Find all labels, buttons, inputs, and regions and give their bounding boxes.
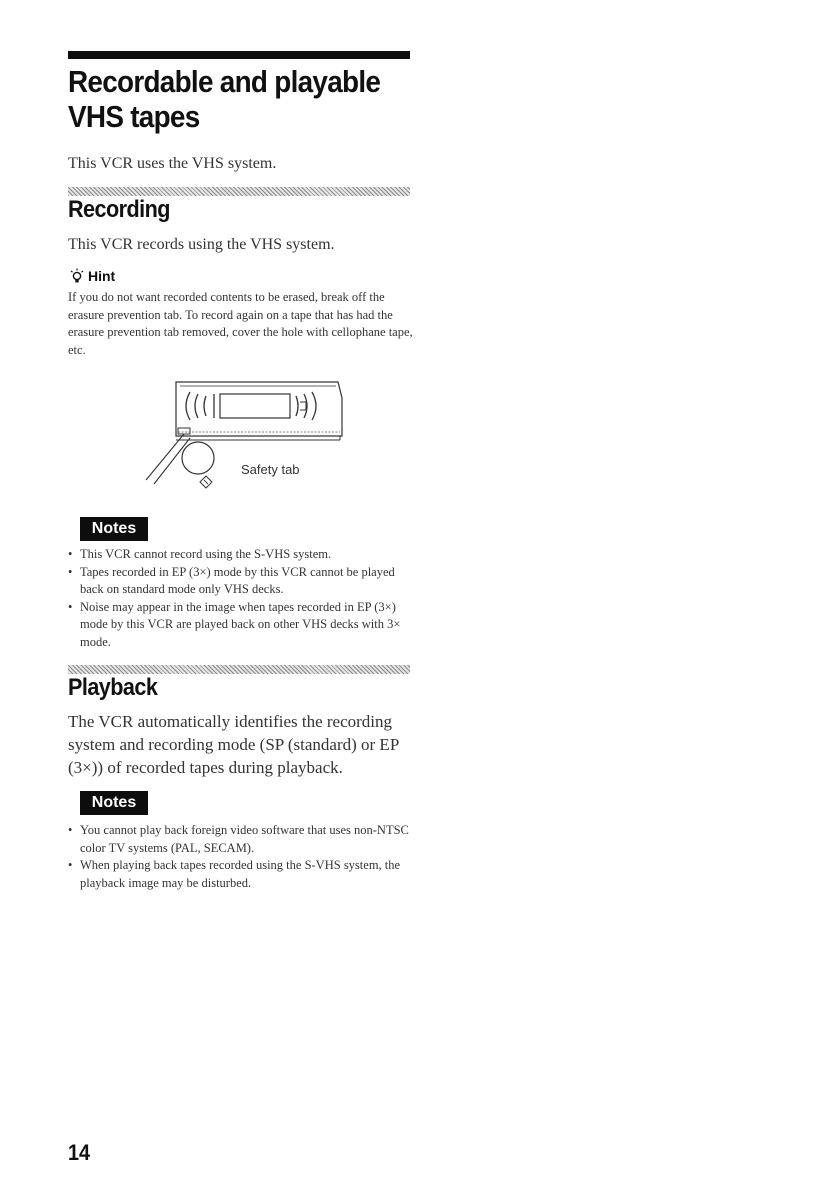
recording-notes-badge: Notes <box>80 517 148 541</box>
vhs-cassette-illustration <box>140 372 360 502</box>
hint-header <box>70 268 115 284</box>
page-title <box>68 64 380 134</box>
playback-heading: Playback <box>68 674 158 701</box>
list-item: • You cannot play back foreign video software that uses non-NTSC color TV systems (PAL, SECAM). <box>68 822 413 857</box>
hint-text: If you do not want recorded contents to be erased, break off the erasure prevention tab. To record again on a tape that has had the erasure prevention tab removed, cover the hole with cellophane tape, etc. <box>68 290 413 357</box>
recording-notes-list <box>68 546 413 651</box>
list-item: • When playing back tapes recorded using the S-VHS system, the playback image may be disturbed. <box>68 857 413 892</box>
list-item: • Tapes recorded in EP (3×) mode by this VCR cannot be played back on standard mode only VHS decks. <box>68 564 413 599</box>
list-item: • This VCR cannot record using the S-VHS system. <box>68 546 413 564</box>
page-title-line-2: VHS tapes <box>68 99 200 134</box>
recording-divider <box>68 187 410 196</box>
playback-text: The VCR automatically identifies the recording system and recording mode (SP (standard) or EP (3×)) of recorded tapes during playback. <box>68 712 399 777</box>
lightbulb-icon <box>70 268 84 284</box>
hint-label: Hint <box>88 268 116 284</box>
playback-divider <box>68 665 410 674</box>
page-number: 14 <box>68 1140 91 1165</box>
safety-tab-label: Safety tab <box>241 462 300 477</box>
playback-notes-list <box>68 822 413 892</box>
page-title-line-1: Recordable and playable <box>68 64 381 99</box>
intro-text: This VCR uses the VHS system. <box>68 155 277 172</box>
playback-notes-badge: Notes <box>80 791 148 815</box>
title-rule <box>68 51 410 59</box>
recording-heading: Recording <box>68 196 170 223</box>
recording-text: This VCR records using the VHS system. <box>68 236 335 253</box>
list-item: • Noise may appear in the image when tapes recorded in EP (3×) mode by this VCR are played back on other VHS decks with 3× mode. <box>68 599 413 652</box>
